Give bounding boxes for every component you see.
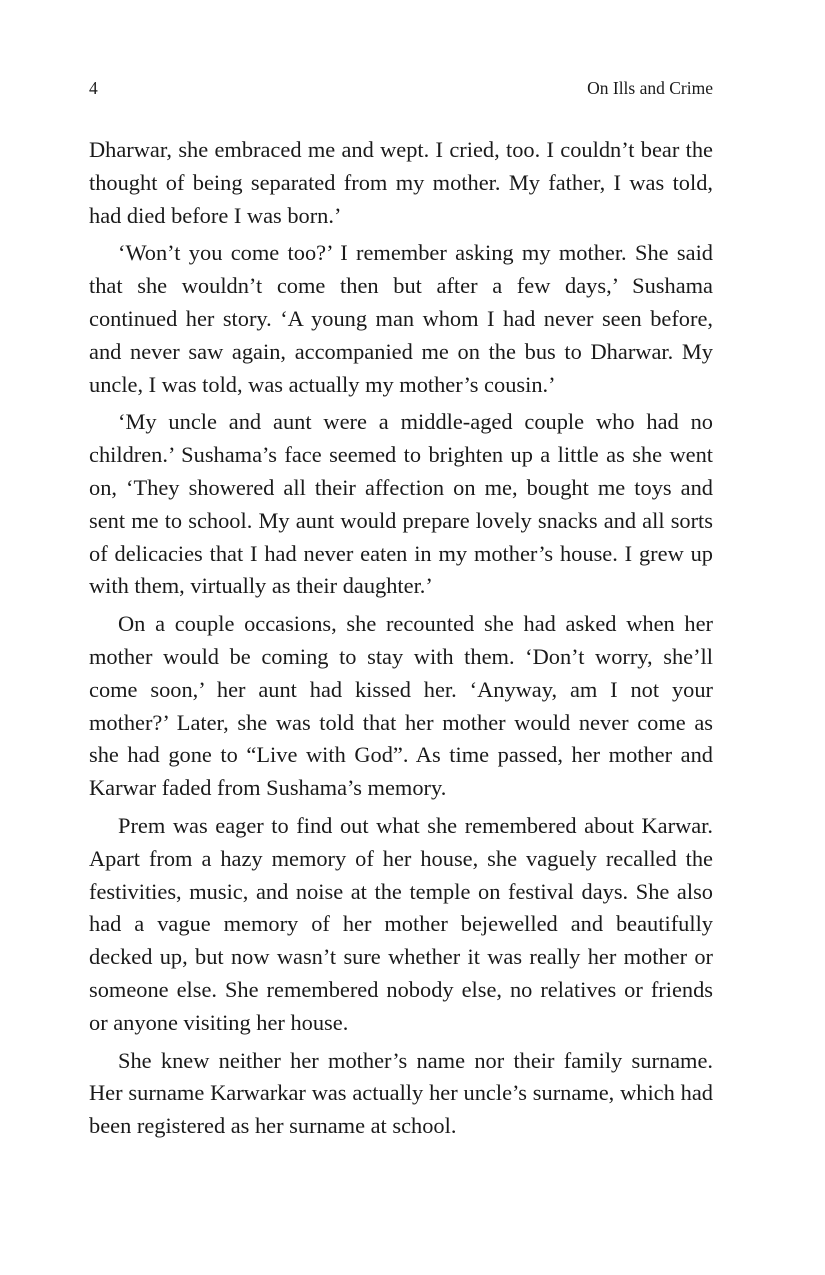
paragraph-6: She knew neither her mother’s name nor their family surname. Her surname Karwarkar was actually her uncle’s surname, which had been registered as her surname at school. bbox=[89, 1047, 713, 1139]
page-header bbox=[89, 78, 713, 102]
paragraph-3: ‘My uncle and aunt were a middle-aged couple who had no children.’ Sushama’s face seemed to brighten up a little as she went on, ‘They showered all their affection on me, bought me toys and sent me to school. My aunt would prepare lovely snacks and all sorts of delicacies that I had never eaten in my mother’s house. I grew up with them, virtually as their daughter.’ bbox=[89, 409, 713, 599]
paragraph-5: Prem was eager to find out what she remembered about Karwar. Apart from a hazy memory of her house, she vaguely recalled the festivities, music, and noise at the temple on festival days. She also had a vague memory of her mother bejewelled and beautifully decked up, but now wasn’t sure whether it was really her mother or someone else. She remembered nobody else, no relatives or friends or anyone visiting her house. bbox=[89, 812, 713, 1035]
paragraph-2: ‘Won’t you come too?’ I remember asking my mother. She said that she wouldn’t come then but after a few days,’ Sushama continued her story. ‘A young man whom I had never seen before, and never saw again, accompanied me on the bus to Dharwar. My uncle, I was told, was actually my mother’s cousin.’ bbox=[89, 240, 713, 397]
running-title: On Ills and Crime bbox=[587, 78, 713, 98]
paragraph-4: On a couple occasions, she recounted she had asked when her mother would be coming to stay with them. ‘Don’t worry, she’ll come soon,’ her aunt had kissed her. ‘Anyway, am I not your mother?’ Later, she was told that her mother would never come as she had gone to “Live with God”. As time passed, her mother and Karwar faded from Sushama’s memory. bbox=[89, 611, 713, 801]
page-number: 4 bbox=[89, 78, 98, 98]
paragraph-1: Dharwar, she embraced me and wept. I cried, too. I couldn’t bear the thought of being separated from my mother. My father, I was told, had died before I was born.’ bbox=[89, 137, 713, 228]
body-text bbox=[89, 134, 713, 1148]
